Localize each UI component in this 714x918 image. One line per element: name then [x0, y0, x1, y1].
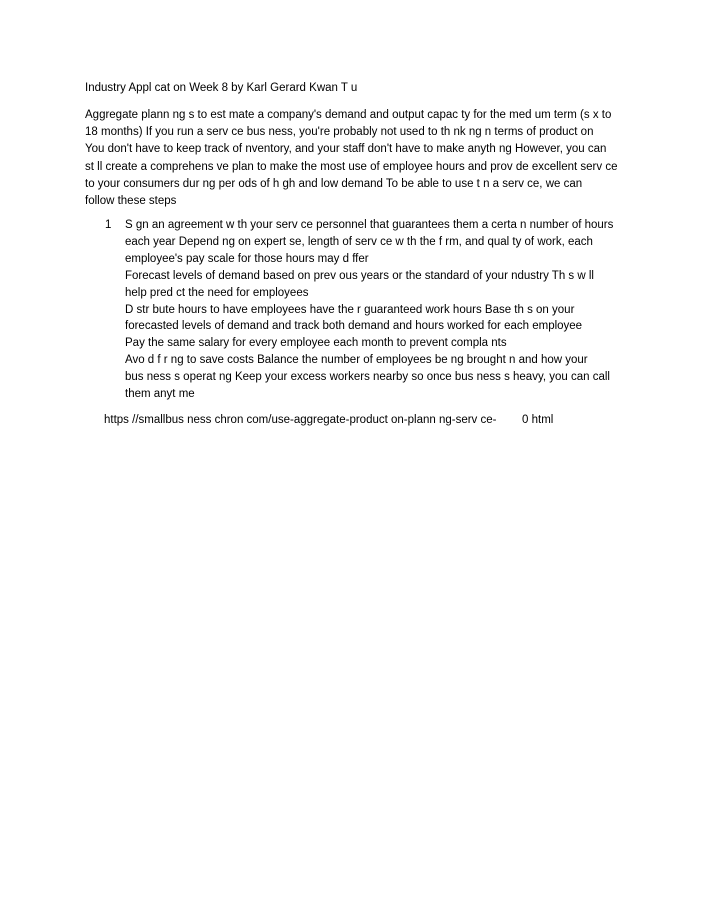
intro-line: st ll create a comprehens ve plan to make the most use of employee hours and prov de excellent serv ce: [85, 160, 618, 173]
step-line: employee's pay scale for those hours may d ffer: [125, 252, 369, 265]
step-line: Pay the same salary for every employee each month to prevent compla nts: [125, 337, 507, 350]
step-line: them anyt me: [125, 388, 195, 401]
document-title: Industry Appl cat on Week 8 by Karl Gerard Kwan T u: [85, 82, 358, 94]
step-line: D str bute hours to have employees have the r guaranteed work hours Base th s on your: [125, 303, 575, 316]
step-line: forecasted levels of demand and track both demand and hours worked for each employee: [125, 320, 583, 333]
step-line: bus ness s operat ng Keep your excess workers nearby so once bus ness s heavy, you can call: [125, 371, 610, 384]
list-item: [125, 217, 630, 403]
step-line: S gn an agreement w th your serv ce personnel that guarantees them a certa n number of hours: [125, 219, 614, 231]
source-url: https //smallbus ness chron com/use-aggregate-product on-plann ng-serv ce- 0 html: [104, 414, 554, 426]
step-line: each year Depend ng on expert se, length of serv ce w th the f rm, and qual ty of work, each: [125, 235, 593, 248]
intro-line: to your consumers dur ng per ods of h gh and low demand To be able to use t n a serv ce, we can: [85, 177, 583, 190]
intro-line: Aggregate plann ng s to est mate a company's demand and output capac ty for the med um term (s x to: [85, 109, 612, 121]
list-number: 1: [105, 219, 112, 231]
intro-line: 18 months) If you run a serv ce bus ness, you're probably not used to th nk ng n terms of product on: [85, 126, 594, 139]
step-line: Forecast levels of demand based on prev ous years or the standard of your ndustry Th s w ll: [125, 269, 594, 282]
intro-paragraph: [85, 107, 630, 210]
intro-line: You don't have to keep track of nventory, and your staff don't have to make anyth ng However, you can: [85, 143, 607, 156]
step-line: help pred ct the need for employees: [125, 286, 309, 299]
intro-line: follow these steps: [85, 195, 177, 208]
step-line: Avo d f r ng to save costs Balance the number of employees be ng brought n and how your: [125, 354, 588, 367]
